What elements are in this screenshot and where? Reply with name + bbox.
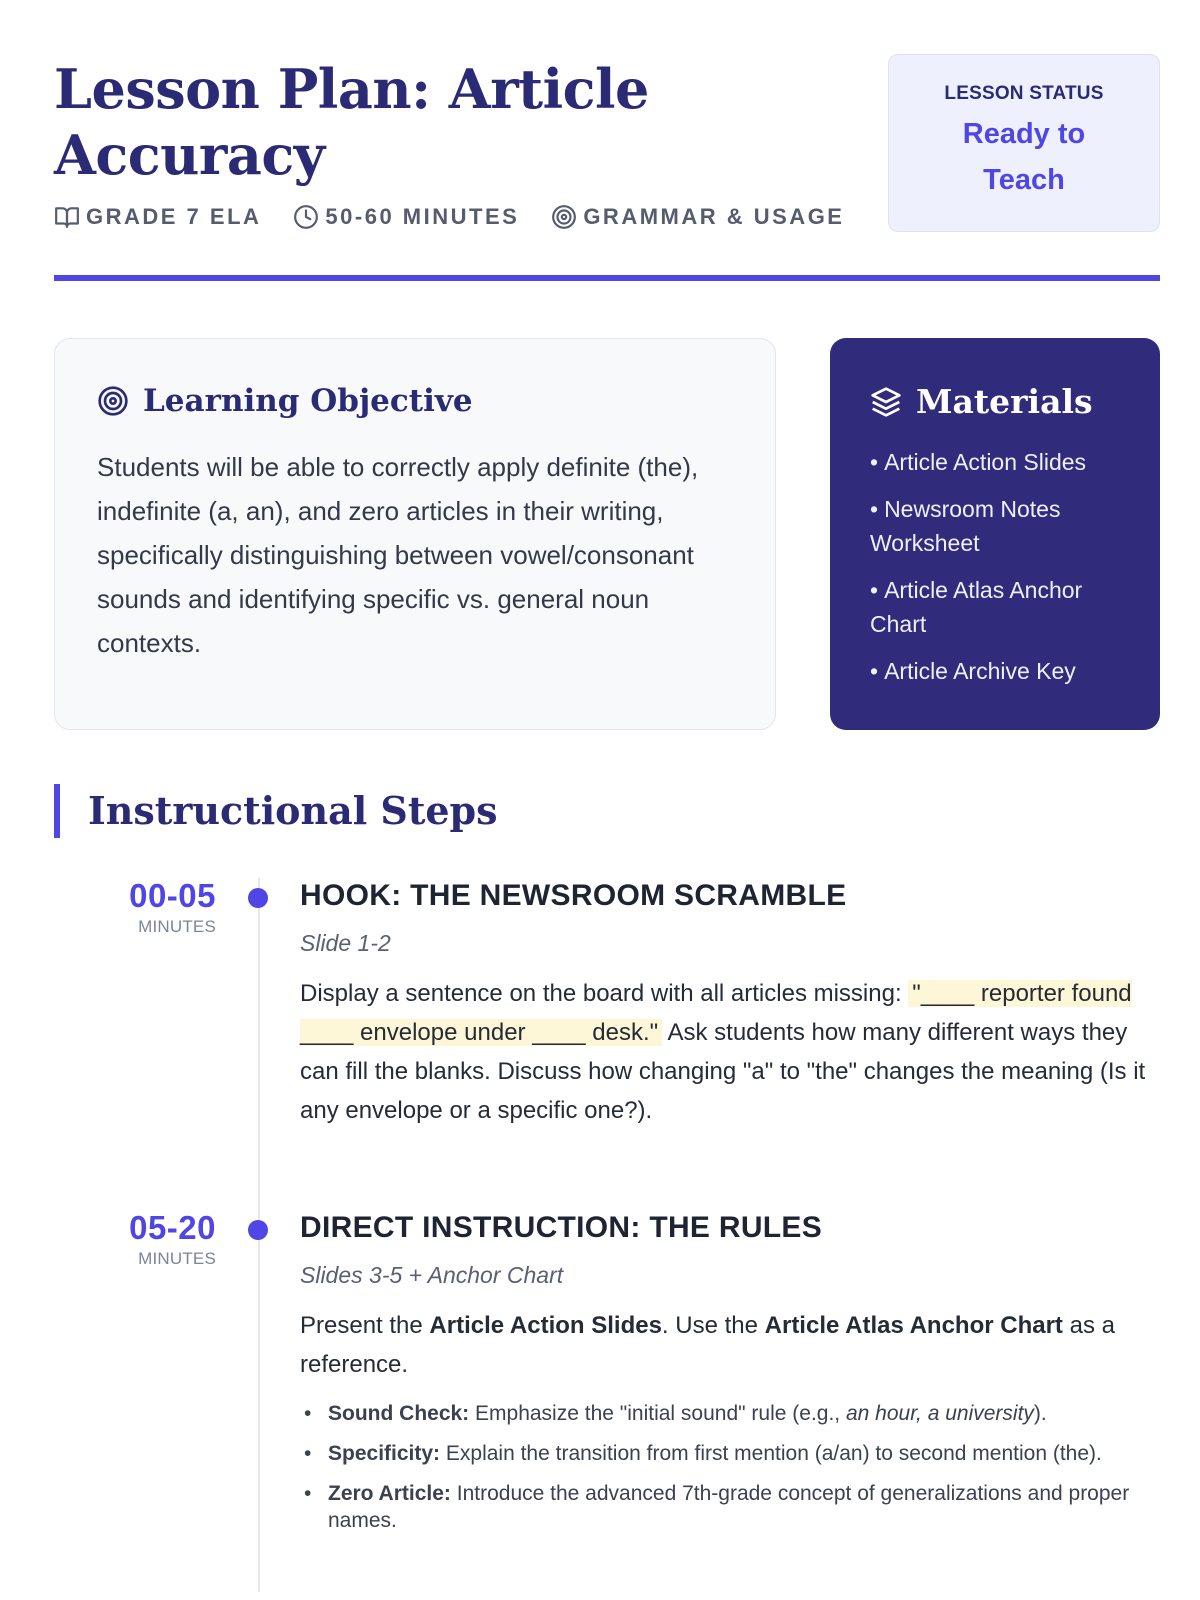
lesson-meta (54, 204, 876, 230)
step-time (54, 1208, 216, 1270)
material-reference: Article Action Slides (429, 1312, 662, 1339)
material-item-label: Article Archive Key (884, 658, 1076, 684)
materials-list (870, 445, 1130, 688)
description-text: . Use the (661, 1312, 765, 1339)
clock-icon (293, 204, 319, 230)
step-title: DIRECT INSTRUCTION: THE RULES (300, 1211, 823, 1244)
description-text: Ask students how many different ways they can fill the blanks. Discuss how changing "a" to "the" changes the meaning (Is it any envelope or a specific one?). (300, 1019, 1146, 1124)
instructional-steps-heading: Instructional Steps (54, 784, 498, 838)
layers-icon (870, 386, 902, 418)
status-value: Ready to Teach (962, 118, 1086, 196)
step-hook (54, 876, 1160, 1156)
rule-item (300, 1480, 1160, 1534)
description-text: Present the (300, 1312, 430, 1339)
material-item-label: Article Atlas Anchor Chart (870, 577, 1083, 637)
grade-label: GRADE 7 ELA (86, 204, 262, 229)
rule-text: Emphasize the "initial sound" rule (e.g., (469, 1402, 846, 1425)
step-body (300, 1208, 1160, 1547)
bullet-dot: • (870, 496, 879, 522)
target-icon (551, 204, 577, 230)
learning-objective-card (54, 338, 776, 730)
material-item (870, 445, 1130, 479)
target-icon (97, 385, 129, 417)
duration-label: 50-60 MINUTES (325, 204, 520, 229)
objective-heading-text: Learning Objective (143, 383, 473, 419)
bullet-dot: • (870, 658, 879, 684)
header-divider (54, 275, 1160, 281)
material-item-label: Article Action Slides (884, 449, 1087, 475)
objective-text: Students will be able to correctly apply definite (the), indefinite (a, an), and zero articles in their writing, specifically distinguishing between vowel/consonant sounds and identifying specific vs. general noun contexts. (97, 452, 699, 658)
topic-label: GRAMMAR & USAGE (583, 204, 845, 229)
time-unit: MINUTES (138, 917, 216, 936)
step-title: HOOK: THE NEWSROOM SCRAMBLE (300, 879, 847, 912)
step-direct-instruction (54, 1208, 1160, 1598)
material-item-label: Newsroom Notes Worksheet (870, 496, 1061, 556)
rule-label: Sound Check: (328, 1402, 470, 1425)
objective-heading (97, 383, 735, 419)
rule-text: ). (1033, 1402, 1047, 1425)
book-icon (54, 204, 80, 230)
highlighted-sentence: "____ reporter found ____ envelope under ____ desk." (300, 980, 1132, 1046)
material-reference: Article Atlas Anchor Chart (764, 1312, 1063, 1339)
description-text: as a reference. (300, 1312, 1115, 1378)
bullet-dot: • (870, 577, 879, 603)
rule-label: Specificity: (328, 1442, 441, 1465)
step-description (300, 1306, 1160, 1384)
materials-heading-text: Materials (916, 382, 1093, 421)
lesson-status-card (888, 54, 1160, 232)
materials-card (830, 338, 1160, 730)
rule-text: Introduce the advanced 7th-grade concept of generalizations and proper names. (328, 1482, 1130, 1532)
material-item (870, 573, 1130, 641)
time-range: 05-20 (129, 1209, 216, 1246)
page-title: Lesson Plan: Article Accuracy (54, 57, 649, 187)
material-item (870, 654, 1130, 688)
rule-label: Zero Article: (328, 1482, 451, 1505)
timeline-dot (248, 1220, 268, 1240)
step-slides: Slide 1-2 (300, 930, 391, 956)
rules-list (300, 1400, 1160, 1534)
material-item (870, 492, 1130, 560)
rule-text: Explain the transition from first mention (a/an) to second mention (the). (440, 1442, 1102, 1465)
grade-meta (54, 204, 261, 230)
step-time (54, 876, 216, 938)
step-body (300, 876, 1160, 1130)
description-text: Display a sentence on the board with all articles missing: (300, 980, 909, 1007)
topic-meta (551, 204, 844, 230)
duration-meta (293, 204, 519, 230)
status-label: LESSON STATUS (944, 83, 1104, 104)
step-slides: Slides 3-5 + Anchor Chart (300, 1262, 564, 1288)
materials-heading (870, 382, 1130, 421)
rule-example: an hour, a university (845, 1402, 1034, 1425)
time-range: 00-05 (129, 877, 216, 914)
rule-item (300, 1400, 1160, 1427)
bullet-dot: • (870, 449, 879, 475)
time-unit: MINUTES (138, 1249, 216, 1268)
step-description (300, 974, 1160, 1130)
timeline-dot (248, 888, 268, 908)
rule-item (300, 1440, 1160, 1467)
